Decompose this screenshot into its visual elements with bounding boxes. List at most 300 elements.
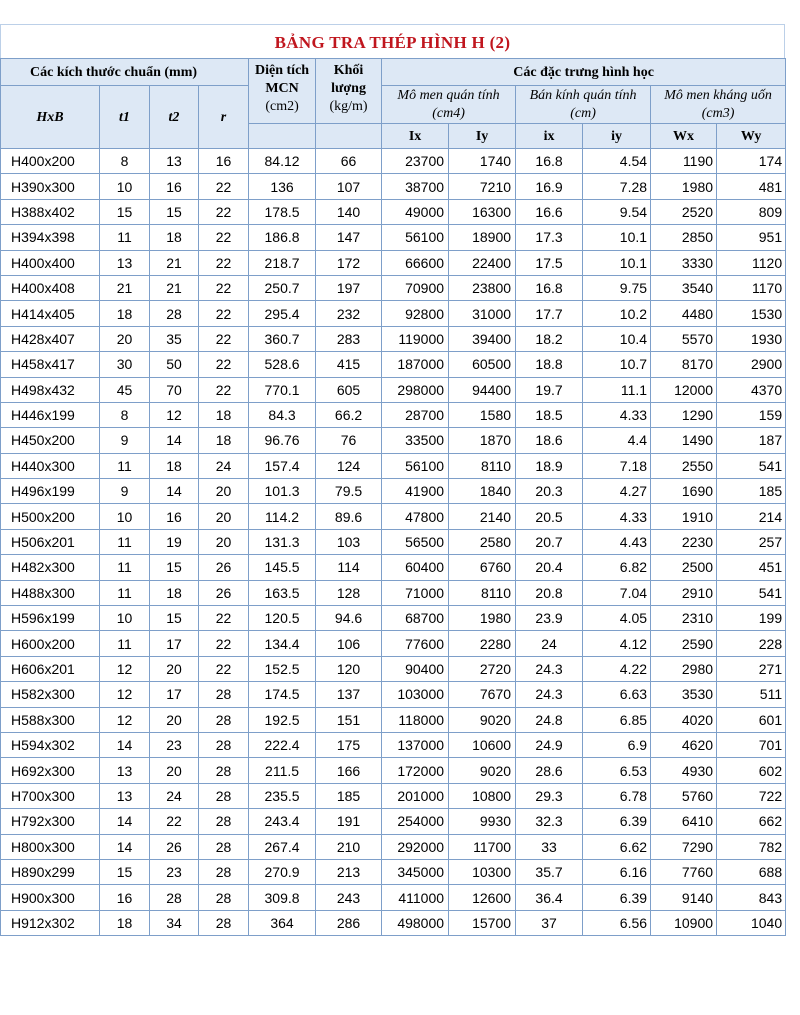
cell-t1: 11 [100,555,150,580]
cell-weight: 66.2 [316,402,382,427]
cell-r: 22 [199,606,249,631]
cell-t2: 17 [150,682,199,707]
cell-iy-big: 1870 [449,428,516,453]
cell-area: 211.5 [249,758,316,783]
cell-ix-small: 17.3 [516,225,583,250]
cell-weight: 185 [316,783,382,808]
cell-r: 28 [199,859,249,884]
table-row [1,301,786,326]
cell-wx: 7760 [651,859,717,884]
header-radius-unit: (cm) [570,105,596,121]
cell-iy-small: 4.33 [583,402,651,427]
cell-t2: 28 [150,885,199,910]
cell-wx: 1690 [651,479,717,504]
cell-wy: 951 [717,225,786,250]
cell-ix-small: 17.7 [516,301,583,326]
cell-ix-small: 32.3 [516,809,583,834]
cell-t1: 14 [100,732,150,757]
cell-ix-big: 119000 [382,326,449,351]
cell-hxb: H606x201 [1,656,100,681]
cell-r: 28 [199,732,249,757]
cell-area: 84.3 [249,402,316,427]
table-row [1,453,786,478]
cell-iy-small: 7.28 [583,174,651,199]
cell-weight: 79.5 [316,479,382,504]
cell-iy-small: 6.82 [583,555,651,580]
header-r [199,86,249,149]
cell-r: 22 [199,656,249,681]
header-iy-big [449,124,516,149]
cell-weight: 210 [316,834,382,859]
table-row [1,910,786,935]
cell-wy: 1120 [717,250,786,275]
cell-wy: 257 [717,529,786,554]
table-row [1,555,786,580]
header-area-unit: (cm2) [265,99,299,114]
cell-iy-big: 8110 [449,580,516,605]
cell-r: 28 [199,834,249,859]
cell-ix-small: 35.7 [516,859,583,884]
table-row [1,529,786,554]
cell-wx: 6410 [651,809,717,834]
cell-hxb: H428x407 [1,326,100,351]
cell-iy-big: 9930 [449,809,516,834]
cell-hxb: H400x408 [1,275,100,300]
cell-wy: 228 [717,631,786,656]
cell-t1: 18 [100,910,150,935]
table-row [1,149,786,174]
cell-iy-big: 23800 [449,275,516,300]
cell-iy-big: 2720 [449,656,516,681]
cell-t2: 20 [150,707,199,732]
cell-iy-big: 8110 [449,453,516,478]
cell-weight: 151 [316,707,382,732]
cell-wy: 4370 [717,377,786,402]
cell-hxb: H600x200 [1,631,100,656]
cell-iy-small: 6.78 [583,783,651,808]
cell-wy: 662 [717,809,786,834]
cell-r: 20 [199,479,249,504]
cell-wy: 688 [717,859,786,884]
cell-iy-small: 4.54 [583,149,651,174]
cell-t1: 8 [100,402,150,427]
cell-ix-big: 47800 [382,504,449,529]
cell-weight: 243 [316,885,382,910]
cell-t1: 8 [100,149,150,174]
cell-iy-big: 1980 [449,606,516,631]
cell-wx: 8170 [651,352,717,377]
header-ix-big [382,124,449,149]
header-weight [316,59,382,124]
cell-weight: 114 [316,555,382,580]
cell-ix-big: 298000 [382,377,449,402]
cell-ix-big: 38700 [382,174,449,199]
cell-wy: 271 [717,656,786,681]
table-row [1,580,786,605]
cell-ix-big: 498000 [382,910,449,935]
cell-ix-big: 23700 [382,149,449,174]
cell-iy-small: 10.1 [583,250,651,275]
cell-t2: 50 [150,352,199,377]
cell-iy-small: 4.4 [583,428,651,453]
cell-t2: 20 [150,656,199,681]
cell-ix-big: 92800 [382,301,449,326]
cell-wx: 7290 [651,834,717,859]
cell-t2: 12 [150,402,199,427]
cell-area: 295.4 [249,301,316,326]
table-row [1,225,786,250]
header-modulus-unit: (cm3) [701,105,735,121]
cell-weight: 166 [316,758,382,783]
cell-iy-big: 2280 [449,631,516,656]
cell-wy: 481 [717,174,786,199]
cell-weight: 128 [316,580,382,605]
cell-area: 101.3 [249,479,316,504]
cell-hxb: H912x302 [1,910,100,935]
cell-t1: 21 [100,275,150,300]
cell-t1: 14 [100,834,150,859]
cell-ix-big: 172000 [382,758,449,783]
cell-r: 28 [199,910,249,935]
cell-r: 28 [199,783,249,808]
cell-hxb: H792x300 [1,809,100,834]
cell-weight: 66 [316,149,382,174]
cell-wx: 5570 [651,326,717,351]
cell-t2: 13 [150,149,199,174]
cell-weight: 124 [316,453,382,478]
cell-r: 28 [199,758,249,783]
cell-t2: 35 [150,326,199,351]
cell-area: 243.4 [249,809,316,834]
cell-r: 20 [199,504,249,529]
cell-hxb: H500x200 [1,504,100,529]
cell-weight: 191 [316,809,382,834]
table-row [1,707,786,732]
cell-ix-small: 36.4 [516,885,583,910]
cell-t1: 11 [100,453,150,478]
cell-wx: 4930 [651,758,717,783]
cell-ix-big: 345000 [382,859,449,884]
cell-weight: 415 [316,352,382,377]
table-row [1,250,786,275]
cell-hxb: H498x432 [1,377,100,402]
cell-wy: 1040 [717,910,786,935]
header-wy-label: Wy [740,129,762,144]
cell-t1: 14 [100,809,150,834]
cell-t1: 13 [100,250,150,275]
cell-ix-small: 18.9 [516,453,583,478]
steel-table-sheet [0,24,785,936]
cell-hxb: H700x300 [1,783,100,808]
cell-area: 186.8 [249,225,316,250]
cell-ix-small: 18.2 [516,326,583,351]
cell-wy: 451 [717,555,786,580]
cell-hxb: H692x300 [1,758,100,783]
cell-weight: 147 [316,225,382,250]
cell-ix-big: 71000 [382,580,449,605]
cell-t2: 24 [150,783,199,808]
cell-ix-small: 24.3 [516,682,583,707]
cell-weight: 213 [316,859,382,884]
cell-iy-big: 11700 [449,834,516,859]
cell-iy-small: 10.4 [583,326,651,351]
cell-hxb: H596x199 [1,606,100,631]
cell-area: 360.7 [249,326,316,351]
cell-wy: 214 [717,504,786,529]
cell-r: 22 [199,377,249,402]
cell-r: 22 [199,631,249,656]
cell-area: 235.5 [249,783,316,808]
cell-wy: 809 [717,199,786,224]
cell-t1: 10 [100,174,150,199]
cell-t1: 15 [100,859,150,884]
header-weight-line1: Khối [333,63,364,78]
cell-wy: 174 [717,149,786,174]
cell-iy-small: 9.54 [583,199,651,224]
cell-ix-big: 187000 [382,352,449,377]
cell-weight: 94.6 [316,606,382,631]
cell-iy-big: 1840 [449,479,516,504]
cell-ix-big: 118000 [382,707,449,732]
cell-t1: 11 [100,225,150,250]
cell-iy-big: 10300 [449,859,516,884]
cell-t2: 17 [150,631,199,656]
header-std-dims [1,59,249,86]
cell-ix-big: 41900 [382,479,449,504]
cell-r: 22 [199,352,249,377]
cell-weight: 107 [316,174,382,199]
cell-wy: 843 [717,885,786,910]
cell-iy-small: 10.7 [583,352,651,377]
cell-iy-small: 4.27 [583,479,651,504]
cell-iy-small: 10.1 [583,225,651,250]
cell-iy-small: 10.2 [583,301,651,326]
cell-t2: 26 [150,834,199,859]
cell-weight: 89.6 [316,504,382,529]
cell-area: 131.3 [249,529,316,554]
cell-wy: 701 [717,732,786,757]
cell-iy-big: 60500 [449,352,516,377]
cell-hxb: H394x398 [1,225,100,250]
cell-area: 250.7 [249,275,316,300]
cell-weight: 140 [316,199,382,224]
header-area-spacer [249,124,316,149]
cell-wx: 9140 [651,885,717,910]
table-row [1,631,786,656]
cell-area: 192.5 [249,707,316,732]
table-row [1,352,786,377]
cell-t1: 11 [100,631,150,656]
cell-area: 134.4 [249,631,316,656]
cell-iy-small: 4.12 [583,631,651,656]
cell-wx: 2500 [651,555,717,580]
cell-wx: 1190 [651,149,717,174]
header-inertia [382,86,516,124]
cell-iy-small: 6.39 [583,809,651,834]
cell-iy-big: 12600 [449,885,516,910]
cell-t2: 15 [150,199,199,224]
cell-t1: 12 [100,656,150,681]
cell-t2: 21 [150,275,199,300]
cell-wx: 10900 [651,910,717,935]
table-row [1,885,786,910]
table-row [1,199,786,224]
cell-weight: 120 [316,656,382,681]
cell-area: 267.4 [249,834,316,859]
cell-area: 145.5 [249,555,316,580]
cell-iy-small: 11.1 [583,377,651,402]
table-row [1,174,786,199]
header-iy-big-label: Iy [475,129,489,144]
cell-ix-big: 70900 [382,275,449,300]
cell-wx: 12000 [651,377,717,402]
cell-r: 24 [199,453,249,478]
header-hxb-label: HxB [36,110,64,125]
cell-area: 218.7 [249,250,316,275]
cell-t1: 12 [100,707,150,732]
cell-wx: 2590 [651,631,717,656]
cell-ix-small: 20.3 [516,479,583,504]
cell-area: 178.5 [249,199,316,224]
cell-ix-small: 16.8 [516,149,583,174]
cell-t1: 13 [100,758,150,783]
header-radius-line1: Bán kính quán tính [529,87,637,103]
cell-t1: 45 [100,377,150,402]
cell-iy-small: 7.04 [583,580,651,605]
cell-wx: 5760 [651,783,717,808]
cell-ix-small: 20.8 [516,580,583,605]
cell-wx: 2550 [651,453,717,478]
header-area [249,59,316,124]
cell-wy: 1170 [717,275,786,300]
cell-ix-big: 28700 [382,402,449,427]
cell-ix-small: 24.8 [516,707,583,732]
cell-iy-small: 6.56 [583,910,651,935]
cell-iy-small: 6.9 [583,732,651,757]
cell-weight: 197 [316,275,382,300]
cell-iy-big: 94400 [449,377,516,402]
cell-t2: 14 [150,479,199,504]
cell-wx: 2850 [651,225,717,250]
cell-wx: 2910 [651,580,717,605]
cell-t1: 12 [100,682,150,707]
cell-iy-small: 6.85 [583,707,651,732]
cell-ix-small: 24.9 [516,732,583,757]
header-iy-small [583,124,651,149]
cell-ix-small: 24.3 [516,656,583,681]
header-wx-label: Wx [673,129,695,144]
cell-wx: 2230 [651,529,717,554]
cell-wy: 2900 [717,352,786,377]
cell-area: 120.5 [249,606,316,631]
cell-t2: 21 [150,250,199,275]
cell-iy-big: 1580 [449,402,516,427]
cell-r: 22 [199,250,249,275]
cell-t2: 18 [150,453,199,478]
cell-wy: 159 [717,402,786,427]
cell-area: 222.4 [249,732,316,757]
cell-hxb: H400x400 [1,250,100,275]
cell-iy-big: 18900 [449,225,516,250]
cell-wx: 3530 [651,682,717,707]
cell-iy-small: 4.22 [583,656,651,681]
cell-ix-small: 20.4 [516,555,583,580]
table-row [1,402,786,427]
header-std-dims-label: Các kích thước chuẩn (mm) [30,65,198,80]
cell-area: 270.9 [249,859,316,884]
header-t2-label: t2 [168,110,180,125]
table-row [1,606,786,631]
cell-wx: 2980 [651,656,717,681]
cell-r: 18 [199,402,249,427]
table-row [1,682,786,707]
header-weight-unit: (kg/m) [329,99,368,114]
table-row [1,732,786,757]
cell-t2: 15 [150,555,199,580]
cell-iy-small: 6.62 [583,834,651,859]
cell-r: 16 [199,149,249,174]
cell-ix-big: 103000 [382,682,449,707]
cell-ix-small: 18.5 [516,402,583,427]
header-t2 [150,86,199,149]
cell-wy: 601 [717,707,786,732]
table-row [1,504,786,529]
cell-ix-small: 23.9 [516,606,583,631]
cell-wx: 4620 [651,732,717,757]
cell-iy-small: 6.16 [583,859,651,884]
cell-iy-small: 9.75 [583,275,651,300]
cell-t1: 16 [100,885,150,910]
cell-hxb: H582x300 [1,682,100,707]
cell-iy-big: 39400 [449,326,516,351]
cell-ix-big: 77600 [382,631,449,656]
cell-ix-small: 24 [516,631,583,656]
table-row [1,859,786,884]
cell-hxb: H900x300 [1,885,100,910]
table-row [1,656,786,681]
table-row [1,834,786,859]
header-inertia-unit: (cm4) [432,105,465,121]
cell-area: 114.2 [249,504,316,529]
table-title: BẢNG TRA THÉP HÌNH H (2) [0,24,785,58]
cell-wy: 199 [717,606,786,631]
cell-ix-small: 18.6 [516,428,583,453]
cell-t2: 18 [150,225,199,250]
cell-iy-big: 10800 [449,783,516,808]
cell-t2: 20 [150,758,199,783]
cell-r: 22 [199,225,249,250]
cell-t2: 14 [150,428,199,453]
cell-iy-big: 2140 [449,504,516,529]
steel-h-table [0,58,786,936]
cell-iy-small: 4.43 [583,529,651,554]
cell-hxb: H414x405 [1,301,100,326]
cell-weight: 286 [316,910,382,935]
cell-weight: 76 [316,428,382,453]
cell-weight: 283 [316,326,382,351]
cell-ix-small: 16.6 [516,199,583,224]
cell-hxb: H458x417 [1,352,100,377]
cell-area: 309.8 [249,885,316,910]
cell-wx: 4480 [651,301,717,326]
cell-area: 136 [249,174,316,199]
header-ix-small [516,124,583,149]
table-row [1,275,786,300]
cell-iy-big: 10600 [449,732,516,757]
cell-r: 26 [199,580,249,605]
table-row [1,377,786,402]
cell-iy-big: 16300 [449,199,516,224]
